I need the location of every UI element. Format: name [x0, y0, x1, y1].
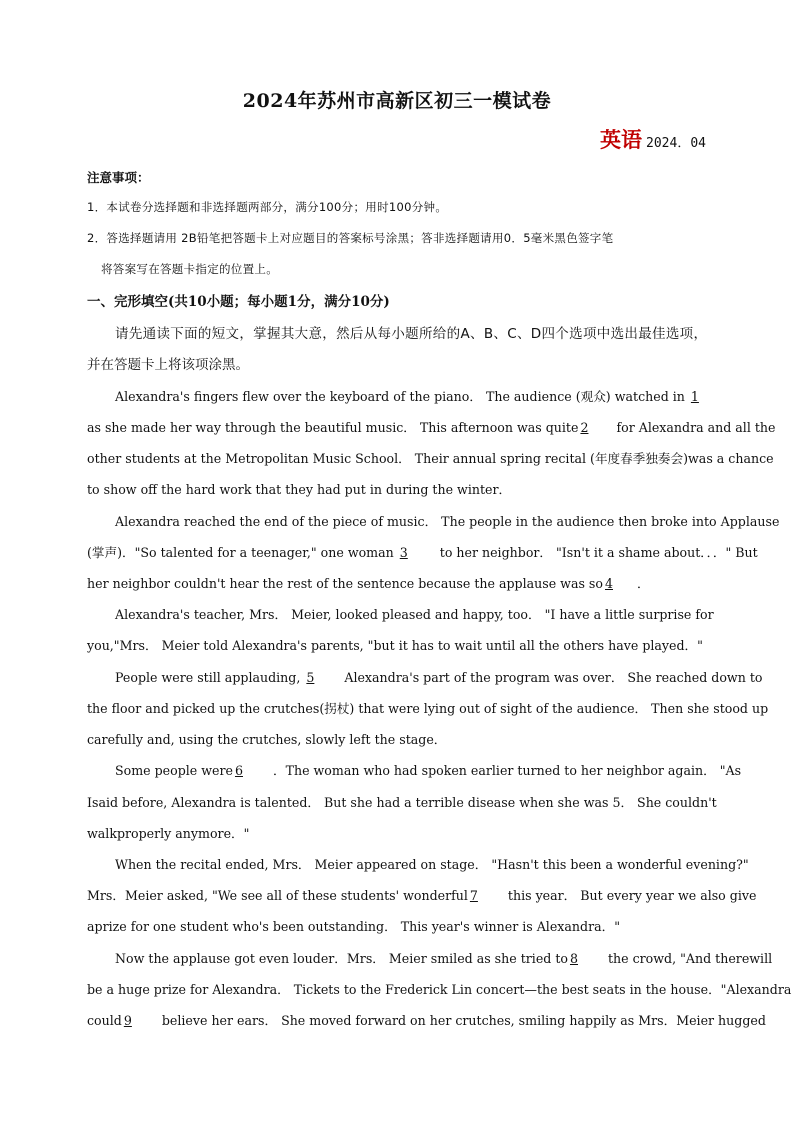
blank-2: 2 — [580, 420, 589, 435]
blank-6: 6 — [234, 763, 243, 778]
exam-title: 2024年苏州市高新区初三一模试卷 — [242, 90, 552, 112]
blank-5: 5 — [306, 670, 315, 685]
passage-line: you,"Mrs． Meier told Alexandra's parents, "but it has to wait until all the others have played．" — [87, 638, 703, 653]
note-item-2: 2．答选择题请用 2B铅笔把答题卡上对应题目的答案标号涂黑；答非选择题请用0．5毫米黑色签字笔 — [87, 231, 614, 245]
blank-7: 7 — [469, 888, 478, 903]
blank-8: 8 — [569, 951, 578, 966]
passage-line: could 9 believe her ears． She moved forward on her crutches, smiling happily as Mrs．Meier hugged — [87, 1013, 766, 1028]
passage-line: (掌声)．"So talented for a teenager," one woman 3 to her neighbor． "Isn't it a shame about．．．" But — [87, 545, 758, 560]
passage-line: the floor and picked up the crutches(拐杖) that were lying out of sight of the audience． Then she stood up — [87, 701, 769, 716]
passage-line: be a huge prize for Alexandra． Tickets to the Frederick Lin concert—the best seats in the house．"Alexandra — [87, 982, 792, 997]
blank-1: 1 — [690, 389, 699, 404]
blank-4: 4 — [604, 576, 613, 591]
passage-line: walkproperly anymore．" — [87, 826, 250, 841]
notes-heading: 注意事项： — [87, 170, 150, 185]
passage-line: Alexandra's fingers flew over the keyboard of the piano． The audience (观众) watched in 1 — [115, 386, 707, 405]
section-heading: 一、完形填空(共10小题；每小题1分，满分10分) — [87, 294, 390, 310]
passage-line: Alexandra reached the end of the piece of music． The people in the audience then broke into Applause — [115, 514, 780, 529]
instruction-line: 请先通读下面的短文，掌握其大意，然后从每小题所给的A、B、C、D四个选项中选出最佳选项， — [115, 326, 707, 342]
passage-line: People were still applauding, 5 Alexandra's part of the program was over． She reached down to — [115, 670, 763, 685]
passage-line: aprize for one student who's been outstanding． This year's winner is Alexandra．" — [87, 919, 620, 934]
passage-line: to show off the hard work that they had put in during the winter． — [87, 482, 512, 497]
passage-line: Isaid before, Alexandra is talented． But she had a terrible disease when she was 5． She couldn't — [87, 795, 717, 810]
blank-3: 3 — [399, 545, 408, 560]
blank-9: 9 — [123, 1013, 132, 1028]
passage-line: When the recital ended, Mrs． Meier appeared on stage． "Hasn't this been a wonderful evening?" — [115, 857, 749, 872]
passage-line: as she made her way through the beautiful music． This afternoon was quite 2 for Alexandra and all the — [87, 420, 776, 435]
passage-line: other students at the Metropolitan Music School． Their annual spring recital (年度春季独奏会)was a chance — [87, 451, 774, 466]
note-item-2-cont: 将答案写在答题卡指定的位置上。 — [101, 262, 278, 276]
subject-name: 英语 — [600, 127, 643, 152]
passage-line: Now the applause got even louder．Mrs． Meier smiled as she tried to 8 the crowd, "And therewill — [115, 951, 773, 966]
passage-line: Some people were 6 ．The woman who had spoken earlier turned to her neighbor again． "As — [115, 763, 742, 778]
passage-line: Mrs．Meier asked, "We see all of these students' wonderful 7 this year． But every year we also give — [87, 888, 757, 903]
subject-header — [600, 124, 706, 154]
passage-line: Alexandra's teacher, Mrs． Meier, looked pleased and happy, too． "I have a little surprise for — [115, 607, 714, 622]
instruction-line: 并在答题卡上将该项涂黑。 — [87, 357, 249, 373]
exam-date: 2024．04 — [646, 136, 706, 151]
passage-line: her neighbor couldn't hear the rest of the sentence because the applause was so 4 ． — [87, 576, 650, 591]
note-item-1: 1．本试卷分选择题和非选择题两部分，满分100分；用时100分钟。 — [87, 200, 448, 214]
passage-line: carefully and, using the crutches, slowly left the stage． — [87, 732, 447, 747]
